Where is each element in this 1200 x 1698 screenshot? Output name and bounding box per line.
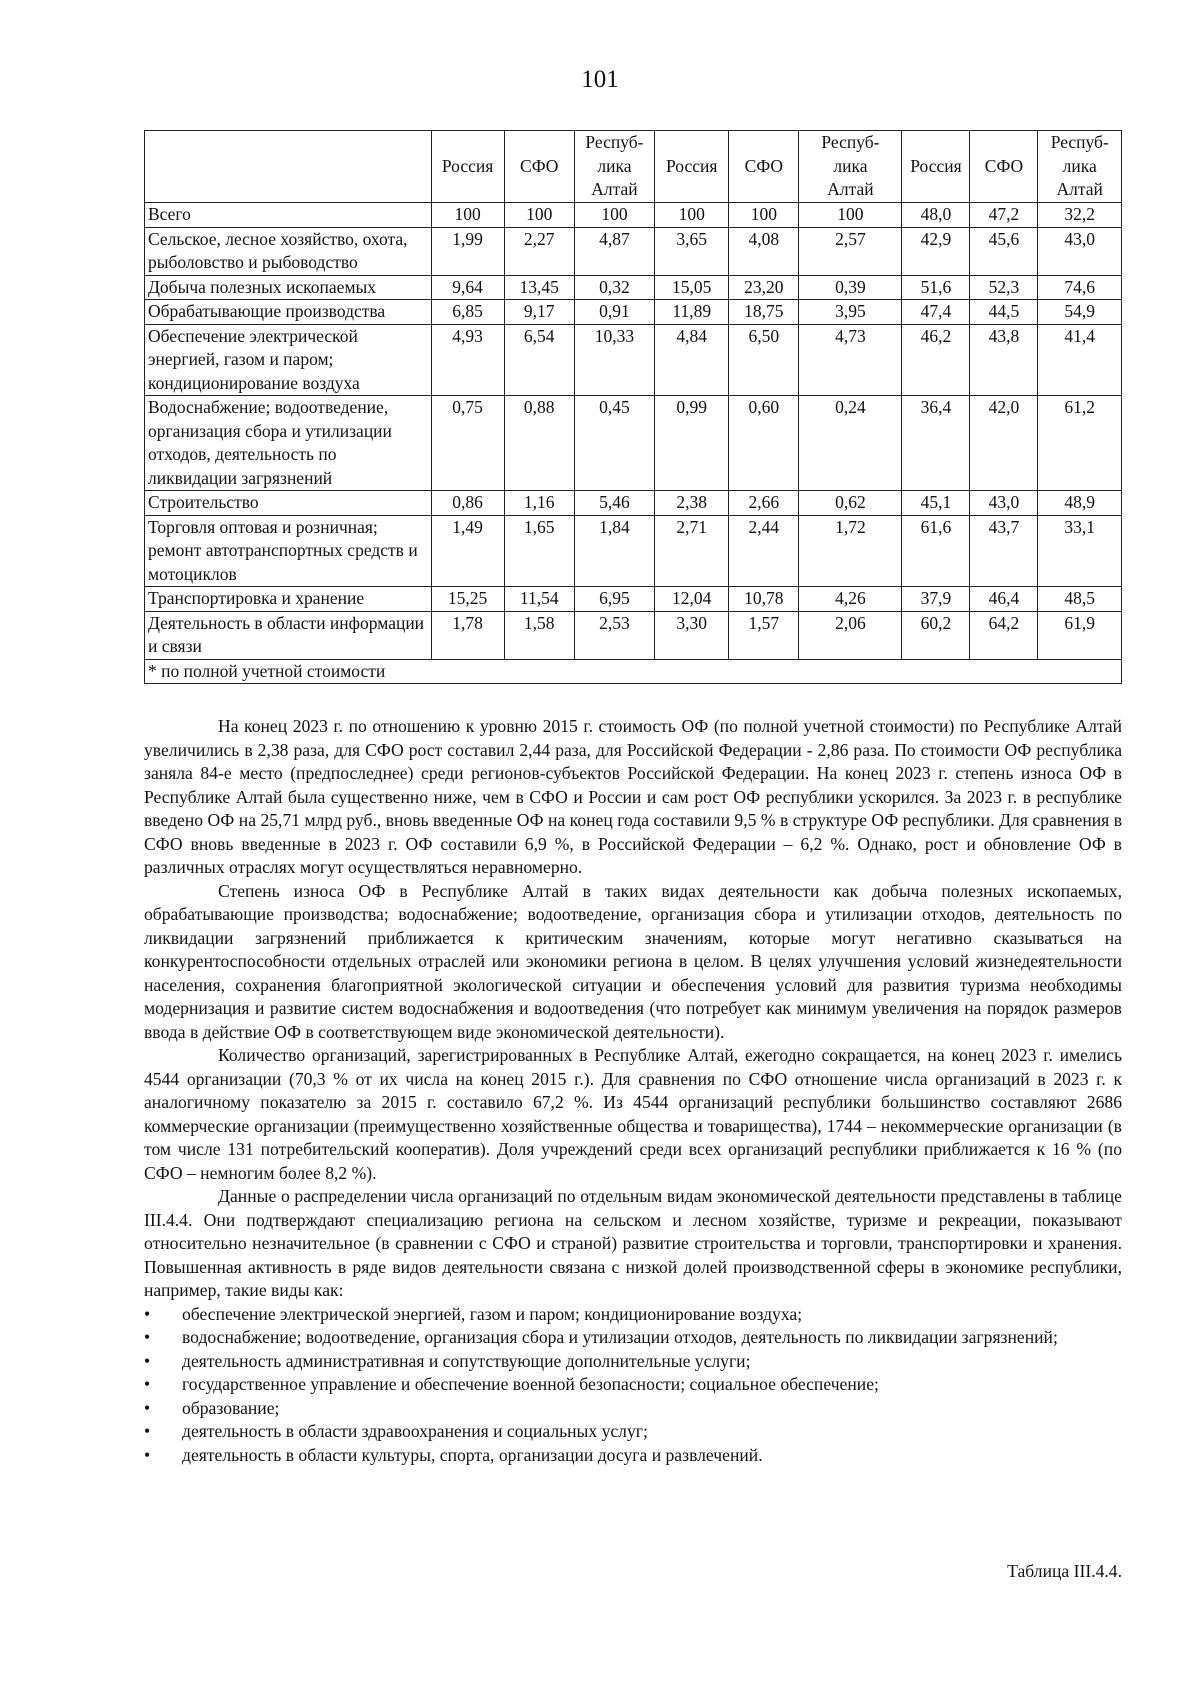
table-cell: 0,75 — [431, 396, 504, 491]
table-cell: 0,60 — [729, 396, 799, 491]
table-row — [145, 587, 1122, 612]
table-cell: 46,4 — [970, 587, 1038, 612]
table-cell: 3,30 — [655, 611, 729, 659]
table-row — [145, 491, 1122, 516]
table-cell: 1,72 — [799, 515, 902, 587]
table-row — [145, 396, 1122, 491]
table-cell: 13,45 — [504, 275, 574, 300]
table-cell: 42,0 — [970, 396, 1038, 491]
fixed-assets-table — [144, 130, 1122, 684]
table-cell: 10,78 — [729, 587, 799, 612]
table-cell: 23,20 — [729, 275, 799, 300]
table-cell: 45,6 — [970, 227, 1038, 275]
paragraph: На конец 2023 г. по отношению к уровню 2015 г. стоимость ОФ (по полной учетной стоимости) по Республике Алтай увеличились в 2,38 раза, для СФО рост составил 2,44 раза, для Российской Федерации - 2,86 раза. По стоимости ОФ республика заняла 84-е место (предпоследнее) среди регионов-субъектов Российской Федерации. На конец 2023 г. степень износа ОФ в Республике Алтай была существенно ниже, чем в СФО и России и сам рост ОФ республики ускорился. За 2023 г. в республике введено ОФ на 25,71 млрд руб., вновь введенные ОФ на конец года составили 9,5 % в структуре ОФ республики. Для сравнения в СФО вновь введенные в 2023 г. ОФ составили 6,9 %, в Российской Федерации – 6,2 %. Однако, рост и обновление ОФ в различных отраслях могут осуществляться неравномерно. — [144, 716, 1122, 877]
table-cell: 2,57 — [799, 227, 902, 275]
bullet-icon: • — [144, 1327, 151, 1347]
table-cell: 47,4 — [902, 300, 970, 325]
bullet-text: деятельность в области здравоохранения и социальных услуг; — [182, 1421, 648, 1441]
table-cell: 43,8 — [970, 324, 1038, 396]
row-label: Торговля оптовая и розничная; ремонт автотранспортных средств и мотоциклов — [145, 515, 432, 587]
table-header-cell: Россия — [431, 131, 504, 203]
table-cell: 0,91 — [574, 300, 654, 325]
table-cell: 61,2 — [1038, 396, 1122, 491]
table-cell: 37,9 — [902, 587, 970, 612]
table-cell: 54,9 — [1038, 300, 1122, 325]
table-header-empty — [145, 131, 432, 203]
table-cell: 51,6 — [902, 275, 970, 300]
table-cell: 15,05 — [655, 275, 729, 300]
table-cell: 43,0 — [970, 491, 1038, 516]
table-body — [145, 203, 1122, 660]
table-cell: 4,26 — [799, 587, 902, 612]
table-cell: 4,73 — [799, 324, 902, 396]
table-row — [145, 227, 1122, 275]
table-cell: 11,54 — [504, 587, 574, 612]
table-cell: 74,6 — [1038, 275, 1122, 300]
bullet-item — [144, 1397, 1122, 1421]
table-header-cell: СФО — [504, 131, 574, 203]
paragraph: Данные о распределении числа организаций по отдельным видам экономической деятельности представлены в таблице III.4.4. Они подтверждают специализацию региона на сельском и лесном хозяйстве, туризме и рекреации, показывают относительно незначительное (в сравнении с СФО и страной) развитие строительства и торговли, транспортировки и хранения. Повышенная активность в ряде видов деятельности связана с низкой долей производственной сферы в экономике республики, например, такие виды как: — [144, 1186, 1122, 1300]
table-cell: 32,2 — [1038, 203, 1122, 228]
row-label: Транспортировка и хранение — [145, 587, 432, 612]
table-cell: 1,84 — [574, 515, 654, 587]
table-cell: 4,08 — [729, 227, 799, 275]
table-cell: 48,5 — [1038, 587, 1122, 612]
table-cell: 100 — [799, 203, 902, 228]
table-cell: 1,58 — [504, 611, 574, 659]
bullet-item — [144, 1420, 1122, 1444]
table-cell: 0,24 — [799, 396, 902, 491]
table-cell: 2,66 — [729, 491, 799, 516]
table-cell: 36,4 — [902, 396, 970, 491]
bullet-text: образование; — [182, 1397, 280, 1418]
table-cell: 1,49 — [431, 515, 504, 587]
row-label: Деятельность в области информации и связи — [145, 611, 432, 659]
table-cell: 6,85 — [431, 300, 504, 325]
table-row — [145, 515, 1122, 587]
table-footnote-row — [145, 659, 1122, 684]
table-header-cell: СФО — [970, 131, 1038, 203]
bullet-item — [144, 1373, 1122, 1397]
table-cell: 2,38 — [655, 491, 729, 516]
table-cell: 4,93 — [431, 324, 504, 396]
page-number: 101 — [581, 66, 619, 93]
table-footnote: * по полной учетной стоимости — [145, 659, 1122, 684]
table-cell: 1,99 — [431, 227, 504, 275]
table-cell: 3,95 — [799, 300, 902, 325]
table-cell: 42,9 — [902, 227, 970, 275]
table-cell: 2,71 — [655, 515, 729, 587]
table-row — [145, 611, 1122, 659]
table-cell: 43,7 — [970, 515, 1038, 587]
bullet-item — [144, 1326, 1122, 1350]
table-cell: 0,62 — [799, 491, 902, 516]
table-cell: 33,1 — [1038, 515, 1122, 587]
table-cell: 4,84 — [655, 324, 729, 396]
table-cell: 2,27 — [504, 227, 574, 275]
table-cell: 1,16 — [504, 491, 574, 516]
table-cell: 100 — [504, 203, 574, 228]
table-row — [145, 275, 1122, 300]
table-header-cell: СФО — [729, 131, 799, 203]
paragraph: Степень износа ОФ в Республике Алтай в таких видах деятельности как добыча полезных ископаемых, обрабатывающие производства; водоснабжение; водоотведение, организация сбора и утилизации отходов, деятельность по ликвидации загрязнений приближается к критическим значениям, которые могут негативно сказываться на конкурентоспособности отдельных отраслей или экономики региона в целом. В целях улучшения условий жизнедеятельности населения, сохранения благоприятной экологической ситуации и обеспечения условий для развития туризма необходимы модернизация и развитие систем водоснабжения и водоотведения (что потребует как минимум увеличения на порядок размеров ввода в действие ОФ в соответствующем виде экономической деятельности). — [144, 880, 1122, 1042]
table-cell: 0,88 — [504, 396, 574, 491]
table-header-cell — [1038, 131, 1122, 203]
table-cell: 52,3 — [970, 275, 1038, 300]
table-cell: 60,2 — [902, 611, 970, 659]
bullet-icon: • — [144, 1444, 151, 1465]
body-text — [144, 715, 1122, 1467]
table-cell: 1,57 — [729, 611, 799, 659]
bullet-icon: • — [144, 1303, 151, 1324]
table-cell: 15,25 — [431, 587, 504, 612]
table-cell: 0,39 — [799, 275, 902, 300]
bullet-text: деятельность административная и сопутствующие дополнительные услуги; — [182, 1350, 751, 1371]
row-label: Сельское, лесное хозяйство, охота, рыболовство и рыбоводство — [145, 227, 432, 275]
row-label: Обрабатывающие производства — [145, 300, 432, 325]
table-cell: 2,06 — [799, 611, 902, 659]
bullet-icon: • — [144, 1421, 151, 1441]
row-label: Всего — [145, 203, 432, 228]
table-cell: 47,2 — [970, 203, 1038, 228]
table-cell: 6,50 — [729, 324, 799, 396]
row-label: Водоснабжение; водоотведение, организация сбора и утилизации отходов, деятельность по ликвидации загрязнений — [145, 396, 432, 491]
row-label: Строительство — [145, 491, 432, 516]
table-cell: 0,99 — [655, 396, 729, 491]
table-cell: 0,45 — [574, 396, 654, 491]
table-cell: 18,75 — [729, 300, 799, 325]
bullet-text: обеспечение электрической энергией, газом и паром; кондиционирование воздуха; — [182, 1303, 803, 1324]
bullet-text: водоснабжение; водоотведение, организация сбора и утилизации отходов, деятельность по ликвидации загрязнений; — [182, 1327, 1058, 1347]
table-header-label: Респуб- лика Алтай — [1050, 132, 1109, 200]
table-header-label: Респуб- лика Алтай — [585, 132, 644, 200]
table-cell: 1,65 — [504, 515, 574, 587]
table-cell: 12,04 — [655, 587, 729, 612]
table-cell: 64,2 — [970, 611, 1038, 659]
table-cell: 0,86 — [431, 491, 504, 516]
bullet-item — [144, 1350, 1122, 1374]
table-cell: 4,87 — [574, 227, 654, 275]
table-cell: 100 — [655, 203, 729, 228]
table-header-cell: Россия — [902, 131, 970, 203]
bullet-text: деятельность в области культуры, спорта, организации досуга и развлечений. — [182, 1444, 763, 1465]
table-cell: 9,17 — [504, 300, 574, 325]
table-header-cell — [799, 131, 902, 203]
table-cell: 9,64 — [431, 275, 504, 300]
table-cell: 45,1 — [902, 491, 970, 516]
row-label: Обеспечение электрической энергией, газом и паром; кондиционирование воздуха — [145, 324, 432, 396]
bullet-list — [144, 1303, 1122, 1468]
table-cell: 61,9 — [1038, 611, 1122, 659]
bullet-item — [144, 1444, 1122, 1468]
table-cell: 6,54 — [504, 324, 574, 396]
bullet-item — [144, 1303, 1122, 1327]
table-cell: 100 — [574, 203, 654, 228]
table-cell: 44,5 — [970, 300, 1038, 325]
table-cell: 61,6 — [902, 515, 970, 587]
table-cell: 2,44 — [729, 515, 799, 587]
bullet-text: государственное управление и обеспечение военной безопасности; социальное обеспечение; — [182, 1374, 879, 1394]
table-row — [145, 324, 1122, 396]
table-header-cell: Россия — [655, 131, 729, 203]
table-cell: 41,4 — [1038, 324, 1122, 396]
table-row — [145, 203, 1122, 228]
table-header-label: Респуб- лика Алтай — [821, 132, 880, 200]
bullet-icon: • — [144, 1374, 151, 1394]
table-header-cell — [574, 131, 654, 203]
table-cell: 43,0 — [1038, 227, 1122, 275]
table-row — [145, 300, 1122, 325]
table-cell: 48,0 — [902, 203, 970, 228]
table-cell: 48,9 — [1038, 491, 1122, 516]
table-cell: 100 — [431, 203, 504, 228]
table-cell: 11,89 — [655, 300, 729, 325]
table-header-row — [145, 131, 1122, 203]
table-cell: 1,78 — [431, 611, 504, 659]
table-cell: 5,46 — [574, 491, 654, 516]
table-cell: 10,33 — [574, 324, 654, 396]
table-cell: 46,2 — [902, 324, 970, 396]
row-label: Добыча полезных ископаемых — [145, 275, 432, 300]
table-caption: Таблица III.4.4. — [1007, 1561, 1122, 1581]
bullet-icon: • — [144, 1397, 151, 1418]
table-cell: 3,65 — [655, 227, 729, 275]
table-cell: 100 — [729, 203, 799, 228]
bullet-icon: • — [144, 1350, 151, 1371]
table-cell: 0,32 — [574, 275, 654, 300]
table-cell: 2,53 — [574, 611, 654, 659]
table-cell: 6,95 — [574, 587, 654, 612]
paragraph: Количество организаций, зарегистрированных в Республике Алтай, ежегодно сокращается, на конец 2023 г. имелись 4544 организации (70,3 % от их числа на конец 2015 г.). Для сравнения по СФО отношение числа организаций в 2023 г. к аналогичному показателю за 2015 г. составило 67,2 %. Из 4544 организаций республики большинство составляют 2686 коммерческие организации (преимущественно хозяйственные общества и товарищества), 1744 – некоммерческие организации (в том числе 131 потребительский кооператив). Доля учреждений среди всех организаций республики приближается к 16 % (по СФО – немногим более 8,2 %). — [144, 1045, 1122, 1183]
